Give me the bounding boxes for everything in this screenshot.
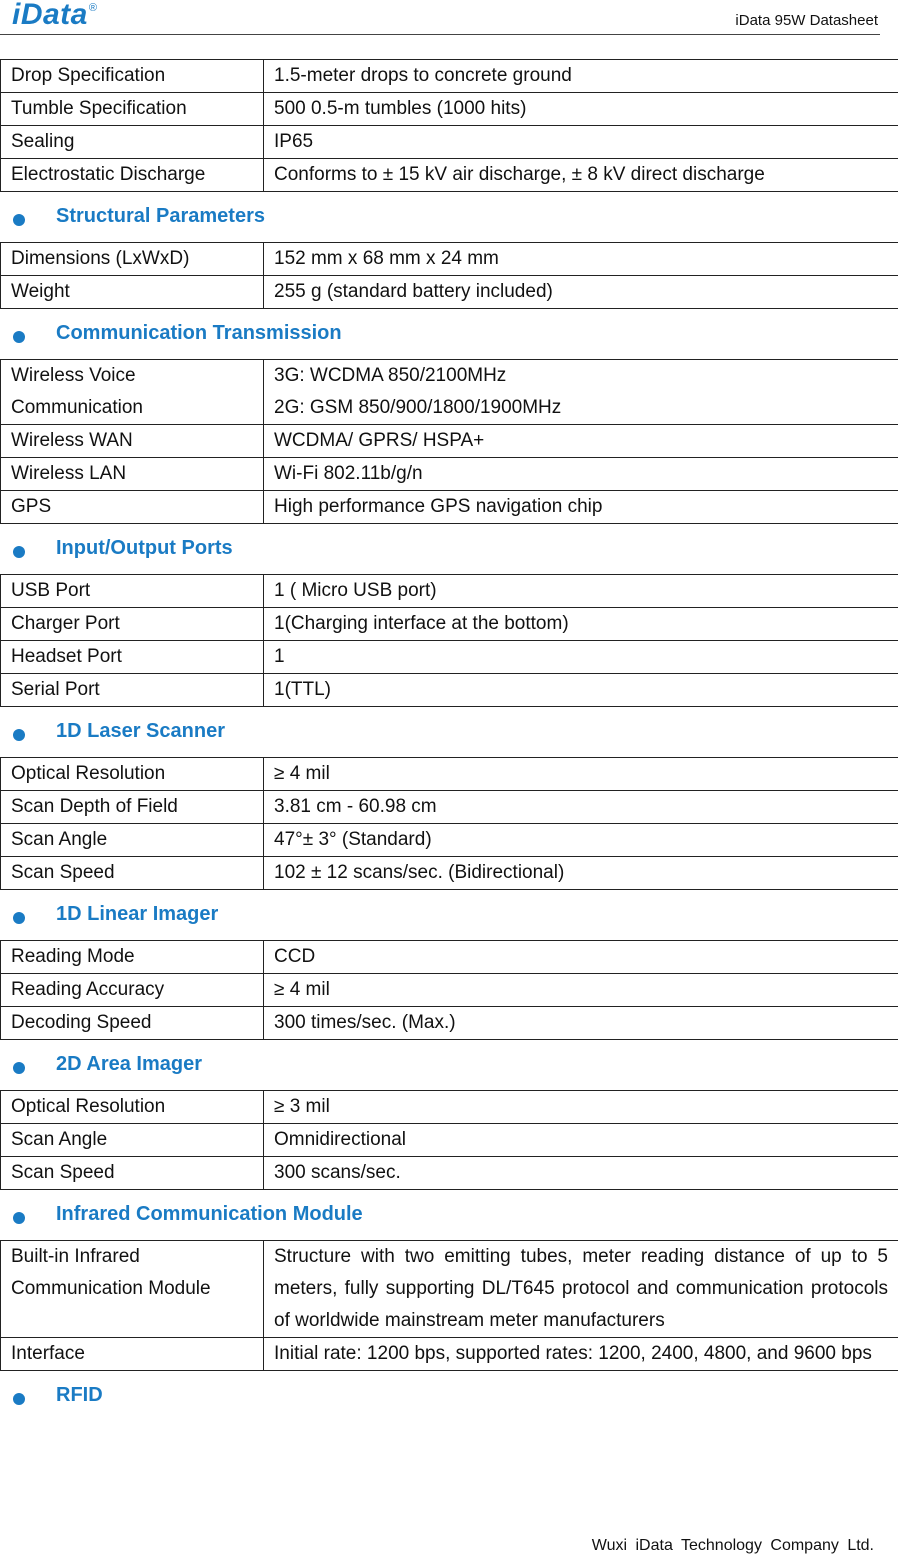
table-row xyxy=(1,1157,898,1190)
spec-label: Serial Port xyxy=(1,674,264,707)
bullet-icon xyxy=(13,214,25,226)
spec-label: Sealing xyxy=(1,126,264,159)
table-row xyxy=(1,1241,898,1338)
spec-label: Headset Port xyxy=(1,641,264,674)
spec-value: 255 g (standard battery included) xyxy=(264,276,898,309)
table-row xyxy=(1,857,898,890)
spec-table xyxy=(0,757,898,890)
spec-label: GPS xyxy=(1,491,264,524)
section-heading-rfid xyxy=(0,1371,898,1421)
spec-table xyxy=(0,359,898,524)
spec-label: Reading Mode xyxy=(1,941,264,974)
spec-table xyxy=(0,1240,898,1371)
spec-label: Built-in Infrared Communication Module xyxy=(1,1241,264,1338)
spec-label: Drop Specification xyxy=(1,60,264,93)
spec-value: Omnidirectional xyxy=(264,1124,898,1157)
section-heading-1d-laser-scanner xyxy=(0,707,898,757)
bullet-icon xyxy=(13,546,25,558)
spec-value: Initial rate: 1200 bps, supported rates: 1200, 2400, 4800, and 9600 bps xyxy=(264,1338,898,1371)
table-row xyxy=(1,1007,898,1040)
spec-label: Interface xyxy=(1,1338,264,1371)
section-title: Communication Transmission xyxy=(56,322,342,344)
table-row xyxy=(1,425,898,458)
table-row xyxy=(1,159,898,192)
spec-label: Wireless LAN xyxy=(1,458,264,491)
spec-label: Optical Resolution xyxy=(1,1091,264,1124)
bullet-icon xyxy=(13,1212,25,1224)
spec-value: 1(Charging interface at the bottom) xyxy=(264,608,898,641)
table-row xyxy=(1,824,898,857)
table-row xyxy=(1,674,898,707)
spec-value: IP65 xyxy=(264,126,898,159)
spec-value: 1.5-meter drops to concrete ground xyxy=(264,60,898,93)
bullet-icon xyxy=(13,912,25,924)
section-heading-communication-transmission xyxy=(0,309,898,359)
spec-table xyxy=(0,242,898,309)
section-title: Input/Output Ports xyxy=(56,537,233,559)
section-heading-2d-area-imager xyxy=(0,1040,898,1090)
table-row xyxy=(1,1338,898,1371)
spec-label: Optical Resolution xyxy=(1,758,264,791)
table-row xyxy=(1,126,898,159)
spec-value: CCD xyxy=(264,941,898,974)
section-title: 2D Area Imager xyxy=(56,1053,202,1075)
table-row xyxy=(1,491,898,524)
section-heading-1d-linear-imager xyxy=(0,890,898,940)
spec-label: USB Port xyxy=(1,575,264,608)
spec-value: ≥ 3 mil xyxy=(264,1091,898,1124)
section-heading-infrared-communication-module xyxy=(0,1190,898,1240)
bullet-icon xyxy=(13,1393,25,1405)
spec-value: 1 xyxy=(264,641,898,674)
table-row xyxy=(1,1124,898,1157)
spec-value: 500 0.5-m tumbles (1000 hits) xyxy=(264,93,898,126)
spec-table xyxy=(0,940,898,1040)
table-row xyxy=(1,791,898,824)
spec-value: 300 times/sec. (Max.) xyxy=(264,1007,898,1040)
table-row xyxy=(1,276,898,309)
section-heading-structural-parameters xyxy=(0,192,898,242)
spec-table xyxy=(0,1090,898,1190)
spec-label: Reading Accuracy xyxy=(1,974,264,1007)
spec-value: Conforms to ± 15 kV air discharge, ± 8 kV direct discharge xyxy=(264,159,898,192)
spec-value: 1 ( Micro USB port) xyxy=(264,575,898,608)
table-row xyxy=(1,575,898,608)
spec-value: 1(TTL) xyxy=(264,674,898,707)
section-heading-input-output-ports xyxy=(0,524,898,574)
table-row xyxy=(1,60,898,93)
spec-label: Scan Speed xyxy=(1,857,264,890)
spec-value: Structure with two emitting tubes, meter reading distance of up to 5 meters, fully supporting DL/T645 protocol and communication protocols of worldwide mainstream meter manufacturers xyxy=(264,1241,898,1338)
table-row xyxy=(1,458,898,491)
table-row xyxy=(1,608,898,641)
spec-label: Scan Angle xyxy=(1,824,264,857)
page-header xyxy=(0,0,898,36)
spec-label: Wireless WAN xyxy=(1,425,264,458)
section-title: RFID xyxy=(56,1384,103,1406)
footer-company: Wuxi iData Technology Company Ltd. xyxy=(591,1537,874,1554)
registered-mark: ® xyxy=(88,2,98,14)
spec-label: Wireless Voice Communication xyxy=(1,360,264,425)
table-row xyxy=(1,93,898,126)
bullet-icon xyxy=(13,729,25,741)
spec-label: Scan Speed xyxy=(1,1157,264,1190)
header-divider xyxy=(0,34,880,35)
section-title: Infrared Communication Module xyxy=(56,1203,363,1225)
table-row xyxy=(1,941,898,974)
logo-text: iData xyxy=(12,0,88,31)
spec-label: Decoding Speed xyxy=(1,1007,264,1040)
spec-label: Weight xyxy=(1,276,264,309)
spec-label: Electrostatic Discharge xyxy=(1,159,264,192)
spec-value: 47°± 3° (Standard) xyxy=(264,824,898,857)
spec-table xyxy=(0,574,898,707)
spec-value: High performance GPS navigation chip xyxy=(264,491,898,524)
spec-value: 3G: WCDMA 850/2100MHz 2G: GSM 850/900/1800/1900MHz xyxy=(264,360,898,425)
table-row xyxy=(1,360,898,425)
table-row xyxy=(1,758,898,791)
spec-value: ≥ 4 mil xyxy=(264,758,898,791)
spec-value: 152 mm x 68 mm x 24 mm xyxy=(264,243,898,276)
spec-value: ≥ 4 mil xyxy=(264,974,898,1007)
spec-table xyxy=(0,59,898,192)
spec-label: Scan Angle xyxy=(1,1124,264,1157)
table-row xyxy=(1,974,898,1007)
document-title: iData 95W Datasheet xyxy=(735,12,878,29)
spec-value: 102 ± 12 scans/sec. (Bidirectional) xyxy=(264,857,898,890)
section-title: 1D Laser Scanner xyxy=(56,720,225,742)
spec-value: WCDMA/ GPRS/ HSPA+ xyxy=(264,425,898,458)
spec-content xyxy=(0,59,898,1421)
bullet-icon xyxy=(13,1062,25,1074)
spec-value: 300 scans/sec. xyxy=(264,1157,898,1190)
spec-value: Wi-Fi 802.11b/g/n xyxy=(264,458,898,491)
spec-value: 3.81 cm - 60.98 cm xyxy=(264,791,898,824)
section-title: 1D Linear Imager xyxy=(56,903,219,925)
bullet-icon xyxy=(13,331,25,343)
table-row xyxy=(1,641,898,674)
spec-label: Charger Port xyxy=(1,608,264,641)
spec-label: Scan Depth of Field xyxy=(1,791,264,824)
section-title: Structural Parameters xyxy=(56,205,265,227)
spec-label: Tumble Specification xyxy=(1,93,264,126)
table-row xyxy=(1,243,898,276)
table-row xyxy=(1,1091,898,1124)
idata-logo xyxy=(12,0,97,32)
spec-label: Dimensions (LxWxD) xyxy=(1,243,264,276)
